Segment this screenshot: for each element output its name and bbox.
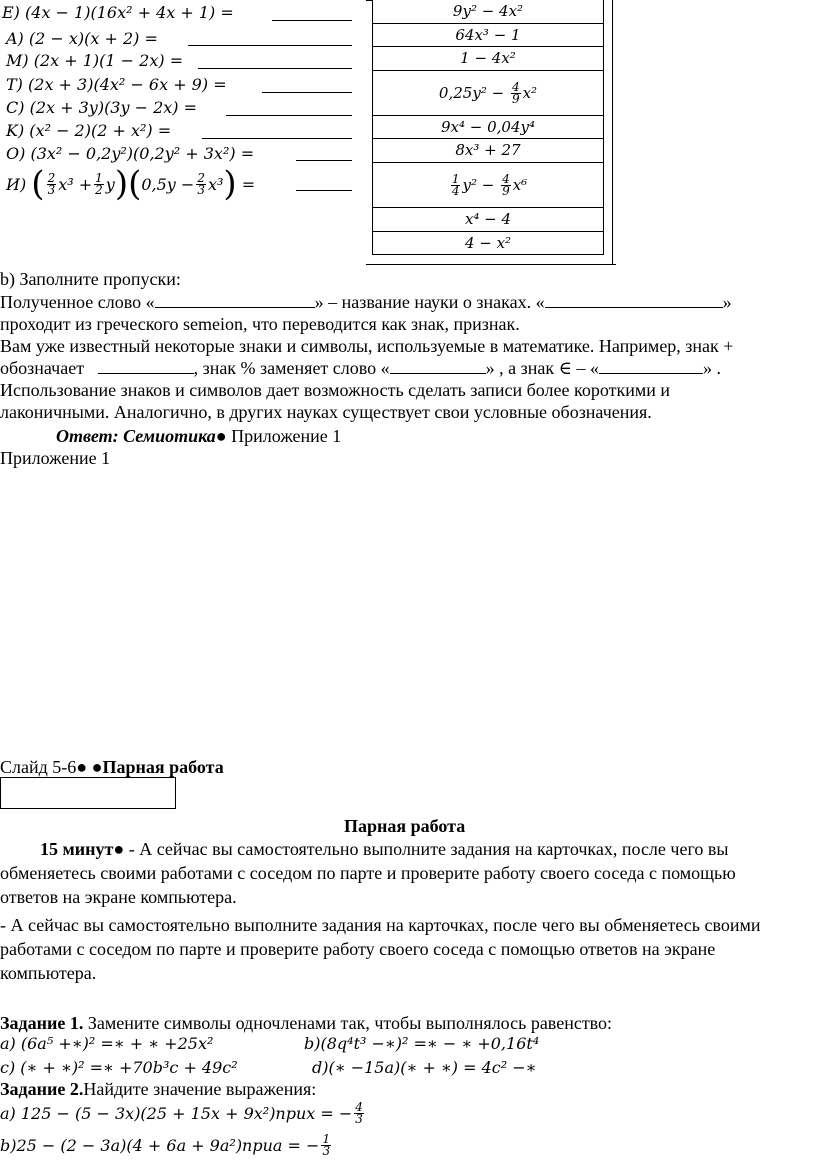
slide-heading: Слайд 5-6● ●Парная работа <box>0 757 224 777</box>
exercise-o: O) (3x² − 0,2y²)(0,2y² + 3x²) = <box>6 144 255 163</box>
task2-heading: Задание 2.Найдите значение выражения: <box>0 1079 317 1099</box>
answer-cell: 64x³ − 1 <box>372 24 604 48</box>
appendix-label: Приложение 1 <box>0 448 111 468</box>
pair-work-p1-l2: обменяетесь своими работами с соседом по парте и проверите работу своего соседа с помощью <box>0 863 736 883</box>
table-border <box>366 264 616 265</box>
blank-line <box>296 160 352 161</box>
pair-work-p2-l2: работами с соседом по парте и проверите работу своего соседа с помощью ответов на экране <box>0 939 716 959</box>
blank-line <box>262 92 352 93</box>
answer-line: Ответ: Семиотика● Приложение 1 <box>56 426 342 446</box>
exercise-c: C) (2x + 3y)(3y − 2x) = <box>6 98 198 117</box>
section-b-line3: Вам уже известный некоторые знаки и символы, используемые в математике. Например, знак + <box>0 336 734 356</box>
bullet-icon: ● <box>76 757 88 777</box>
section-b-line4: обозначает , знак % заменяет слово « » , а знак ∈ – « » . <box>0 358 721 378</box>
pair-work-title: Парная работа <box>344 816 466 836</box>
exercise-a: A) (2 − x)(x + 2) = <box>6 29 158 48</box>
section-b-line2: проходит из греческого semeion, что переводится как знак, признак. <box>0 314 520 334</box>
section-b-line5: Использование знаков и символов дает возможность сделать записи более короткими и <box>0 380 671 400</box>
table-border <box>612 0 613 264</box>
task1-heading: Задание 1. Замените символы одночленами так, чтобы выполнялось равенство: <box>0 1013 613 1033</box>
task1-d: d)(∗ −15a)(∗ + ∗) = 4c² −∗ <box>312 1058 537 1077</box>
section-b-line6: лаконичными. Аналогично, в других науках существует свои условные обозначения. <box>0 402 652 422</box>
section-b-line1: Полученное слово « » – название науки о знаках. « » <box>0 292 732 312</box>
pair-work-p1-l3: ответов на экране компьютера. <box>0 887 237 907</box>
exercise-t: T) (2x + 3)(4x² − 6x + 9) = <box>6 75 227 94</box>
bullet-icon: ● <box>91 757 103 777</box>
blank-line <box>198 68 352 69</box>
empty-frame <box>0 777 176 809</box>
exercise-i: И) ( $\frac{2}{3}$ x³ + $\frac{1}{2}$ y )( 0,5y − $\frac{2}{3}$ x³ ) = <box>6 164 256 204</box>
answer-cell: 9x⁴ − 0,04y⁴ <box>372 116 604 140</box>
pair-work-p1: 15 минут● - А сейчас вы самостоятельно выполните задания на карточках, после чего вы <box>40 839 729 859</box>
answer-cell: 8x³ + 27 <box>372 139 604 163</box>
pair-work-p2-l3: компьютера. <box>0 963 97 983</box>
blank-line <box>226 115 352 116</box>
task1-c: c) (∗ + ∗)² =∗ +70b³c + 49c² <box>0 1058 238 1077</box>
exercise-k: K) (x² − 2)(2 + x²) = <box>6 121 172 140</box>
task2-a: a) 125 − (5 − 3x)(25 + 15x + 9x²)прих = − $\frac{4}{3}$ <box>0 1100 363 1126</box>
task1-a: a) (6a⁵ +∗)² =∗ + ∗ +25x² <box>0 1034 214 1053</box>
answer-cell: $\frac{1}{4}$ y² − $\frac{4}{9}$ x⁶ <box>372 163 604 208</box>
blank-line <box>272 20 352 21</box>
blank-line <box>202 138 352 139</box>
task2-b: b)25 − (2 − 3a)(4 + 6a + 9a²)приa = − $\frac{1}{3}$ <box>0 1132 331 1158</box>
bullet-icon: ● <box>215 426 227 446</box>
answer-cell: 1 − 4x² <box>372 47 604 71</box>
exercise-e: E) (4x − 1)(16x² + 4x + 1) = <box>2 3 234 22</box>
pair-work-p2-l1: - А сейчас вы самостоятельно выполните задания на карточках, после чего вы обменяетесь своими <box>0 915 761 935</box>
blank-line <box>296 190 352 191</box>
answer-cell: 9y² − 4x² <box>372 0 604 24</box>
answer-cell: 4 − x² <box>372 232 604 256</box>
answers-table <box>372 0 604 255</box>
task1-b: b)(8q⁴t³ −∗)² =∗ − ∗ +0,16t⁴ <box>304 1034 540 1053</box>
blank-line <box>188 45 352 46</box>
bullet-icon: ● <box>113 839 125 859</box>
answer-cell: x⁴ − 4 <box>372 208 604 232</box>
answer-cell: 0,25y² − $\frac{4}{9}$ x² <box>372 71 604 116</box>
section-b-heading: b) Заполните пропуски: <box>0 269 181 289</box>
exercise-m: M) (2x + 1)(1 − 2x) = <box>6 51 184 70</box>
